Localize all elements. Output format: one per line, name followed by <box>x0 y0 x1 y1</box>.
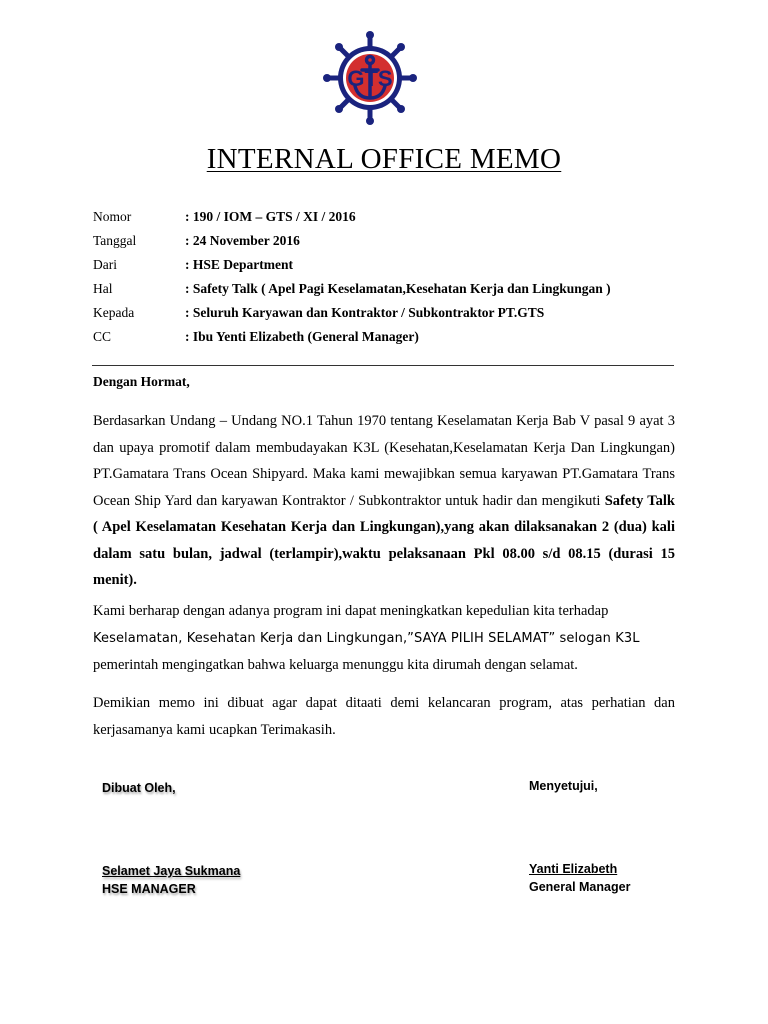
paragraph-body-2 <box>93 598 675 679</box>
field-value: : Ibu Yenti Elizabeth (General Manager) <box>185 329 419 344</box>
approved-by-label: Menyetujui, <box>529 779 598 793</box>
company-logo <box>322 30 418 126</box>
greeting: Dengan Hormat, <box>93 374 190 389</box>
paragraph-2-line-3: pemerintah mengingatkan bahwa keluarga menunggu kita dirumah dengan selamat. <box>93 657 578 673</box>
field-nomor <box>93 205 611 229</box>
field-value: : 24 November 2016 <box>185 233 300 248</box>
paragraph-2-line-1: Kami berharap dengan adanya program ini dapat meningkatkan kepedulian kita terhadap <box>93 603 609 619</box>
memo-header-fields <box>93 205 611 349</box>
field-value: : 190 / IOM – GTS / XI / 2016 <box>185 209 356 224</box>
signatory-left-name: Selamet Jaya Sukmana <box>102 864 241 878</box>
made-by-label: Dibuat Oleh, <box>102 781 176 795</box>
field-tanggal <box>93 229 611 253</box>
field-hal <box>93 277 611 301</box>
memo-title: INTERNAL OFFICE MEMO <box>206 143 562 175</box>
paragraph-body-3: Demikian memo ini dibuat agar dapat ditaati demi kelancaran program, atas perhatian dan kerjasamanya kami ucapkan Terimakasih. <box>93 695 675 738</box>
paragraph-body-1 <box>93 408 675 594</box>
field-value: : Seluruh Karyawan dan Kontraktor / Subkontraktor PT.GTS <box>185 305 545 320</box>
field-label: Kepada <box>93 305 135 320</box>
paragraph-2-line-2: Keselamatan, Kesehatan Kerja dan Lingkungan,”SAYA PILIH SELAMAT” selogan K3L <box>93 630 640 646</box>
field-value: : HSE Department <box>185 257 293 272</box>
field-label: Nomor <box>93 209 132 224</box>
paragraph-1-bold-text: Safety Talk ( Apel Keselamatan Kesehatan Kerja dan Lingkungan),yang akan dilaksanakan 2 (dua) kali dalam satu bulan, jadwal (terlampir),waktu pelaksanaan Pkl 08.00 s/d 08.15 (durasi 15 menit). <box>93 492 675 588</box>
field-label: Tanggal <box>93 233 137 248</box>
field-value: : Safety Talk ( Apel Pagi Keselamatan,Kesehatan Kerja dan Lingkungan ) <box>185 281 611 296</box>
field-kepada <box>93 301 611 325</box>
header-divider <box>92 365 674 366</box>
signatory-right-name: Yanti Elizabeth <box>529 862 618 876</box>
field-dari <box>93 253 611 277</box>
paragraph-1-text: Berdasarkan Undang – Undang NO.1 Tahun 1970 tentang Keselamatan Kerja Bab V pasal 9 ayat 3 dan upaya promotif dalam membudayakan K3L (Kesehatan,Keselamatan Kerja Dan Lingkungan) PT.Gamatara Trans Ocean Shipyard. Maka kami mewajibkan semua karyawan PT.Gamatara Trans Ocean Ship Yard dan karyawan Kontraktor / Subkontraktor untuk hadir dan mengikuti <box>93 413 675 509</box>
signatory-right-title: General Manager <box>529 880 631 894</box>
signatory-left-title: HSE MANAGER <box>102 882 196 896</box>
field-label: Hal <box>93 281 113 296</box>
field-label: Dari <box>93 257 117 272</box>
logo-lettering: GTS <box>347 66 393 91</box>
field-cc <box>93 325 611 349</box>
field-label: CC <box>93 329 112 344</box>
